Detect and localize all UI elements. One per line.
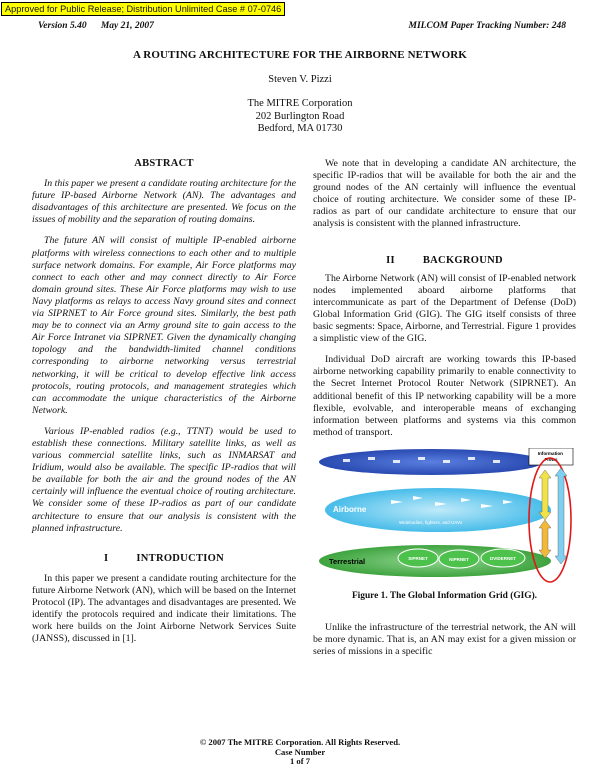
info-flows-line: Flows: [544, 456, 558, 462]
terrestrial-label: Terrestrial: [329, 556, 366, 566]
abstract-paragraph: Various IP-enabled radios (e.g., TTNT) would be used to establish these connections. Military satellite links, as well as various commercial satellite links, such as INMARSAT and Iridium, would also be available. The specific IP-radios that will be available for both the air and the ground nodes of the AN certainly will influence the eventual choice of routing architecture. We consider some of these IP-radios as part of our candidate architecture to ensure that our analysis is consistent with the planned infrastructure.: [32, 425, 296, 534]
page-footer: [0, 738, 600, 767]
introduction-heading: [32, 553, 296, 565]
affiliation: [0, 98, 600, 136]
paper-title: A ROUTING ARCHITECTURE FOR THE AIRBORNE NETWORK: [133, 49, 467, 61]
copyright: © 2007 The MITRE Corporation. All Rights Reserved.: [199, 737, 401, 747]
affiliation-street: 202 Burlington Road: [255, 110, 345, 122]
tracking-number: MILCOM Paper Tracking Number: 248: [408, 21, 566, 31]
niprnet-label: NIPRNET: [449, 556, 469, 562]
introduction-paragraph: In this paper we present a candidate routing architecture for the future Airborne Network (AN), which will be based on the Internet Protocol (IP). The advantages and disadvantages are presented. We identify the protocols required and indicate their limitations. The work here builds on the Joint Airborne Network Services Suite (JANSS), discussed in [1].: [32, 572, 296, 645]
space-air-arrow: [539, 470, 551, 520]
gig-figure: [313, 448, 576, 584]
airborne-sublabel: Widebodies, fighters, and UAVs: [399, 519, 463, 525]
release-banner: Approved for Public Release; Distribution Unlimited Case # 07-0746: [1, 2, 285, 16]
right-column: [313, 158, 576, 667]
body-paragraph: We note that in developing a candidate AN architecture, the specific IP-radios that will be available for both the air and the ground nodes of the AN certainly will influence the eventual choice of routing architecture. We consider some of these IP-radios as part of our candidate architecture to ensure that our analysis is consistent with the planned infrastructure.: [313, 158, 576, 230]
page-number: 1 of 7: [289, 756, 311, 766]
section-title: BACKGROUND: [422, 254, 503, 266]
affiliation-city: Bedford, MA 01730: [257, 123, 343, 134]
body-paragraph: Unlike the infrastructure of the terrestrial network, the AN will be more dynamic. That is, an AN may exist for a given mission or series of missions in a specific: [313, 621, 576, 658]
abstract-paragraph: In this paper we present a candidate routing architecture for the future IP-based Airborne Network (AN). The advantages and disadvantages of this architecture are presented. We focus on the issues of mobility and the separation of routing domains.: [32, 178, 296, 226]
dvidernet-label: DVIDERNET: [489, 555, 517, 561]
flow-arrows: [539, 468, 567, 564]
background-heading: [313, 255, 576, 267]
info-flows-line: Information: [537, 450, 563, 456]
left-column: [32, 158, 296, 654]
gig-diagram: [313, 448, 576, 584]
case-number: Case Number: [274, 746, 326, 757]
siprnet-label: SIPRNET: [408, 555, 428, 561]
section-number: I: [103, 552, 109, 564]
space-layer: [319, 449, 543, 475]
section-title: INTRODUCTION: [136, 552, 224, 564]
network-clouds: [398, 549, 525, 568]
figure-caption: Figure 1. The Global Information Grid (GIG).: [351, 590, 538, 601]
abstract-heading: ABSTRACT: [134, 158, 194, 169]
abstract-paragraph: The future AN will consist of multiple IP-enabled airborne platforms with wireless connections to each other and to multiple surface network domains. For example, Air Force platforms may connect to each other and may connect directly to Air Force domain ground sites. These Air Force platforms may wish to use Navy platforms as relays to access Navy ground sites and connect via SIPRNET to Air Force ground sites. Similarly, the best path may be to connect via an Army ground site to gain access to the Air Force Intranet via SIPRNET. Given the dynamically changing topology and the bandwidth-limited channel conditions corresponding to airborne networking versus terrestrial networking, it will be critical to develop effective link access protocols, routing protocols, and management strategies which can accommodate the unique characteristics of the Airborne Network.: [32, 235, 296, 416]
background-paragraph: The Airborne Network (AN) will consist of IP-enabled network nodes implemented aboard airborne platforms that intercommunicate as part of the Department of Defense (DoD) Global Information Grid (GIG). The GIG itself consists of three basic segments: Space, Airborne, and Terrestrial. Figure 1 provides a simplistic view of the GIG.: [313, 272, 576, 345]
background-paragraph: Individual DoD aircraft are working towards this IP-based airborne networking capability primarily to enable connectivity to the Secret Internet Protocol Router Network (SIPRNET). An additional benefit of this IP networking capability will be a more flexible, evolvable, and interoperable means of exchanging information between platforms and systems via this common method of transport.: [313, 354, 576, 438]
section-number: II: [386, 254, 395, 266]
version-date: Version 5.40 May 21, 2007: [38, 21, 154, 31]
affiliation-org: The MITRE Corporation: [247, 98, 353, 109]
space-ground-arrow: [555, 468, 567, 564]
airborne-label: Airborne: [333, 504, 367, 514]
air-ground-arrow: [539, 520, 551, 558]
author-name: Steven V. Pizzi: [268, 74, 332, 85]
